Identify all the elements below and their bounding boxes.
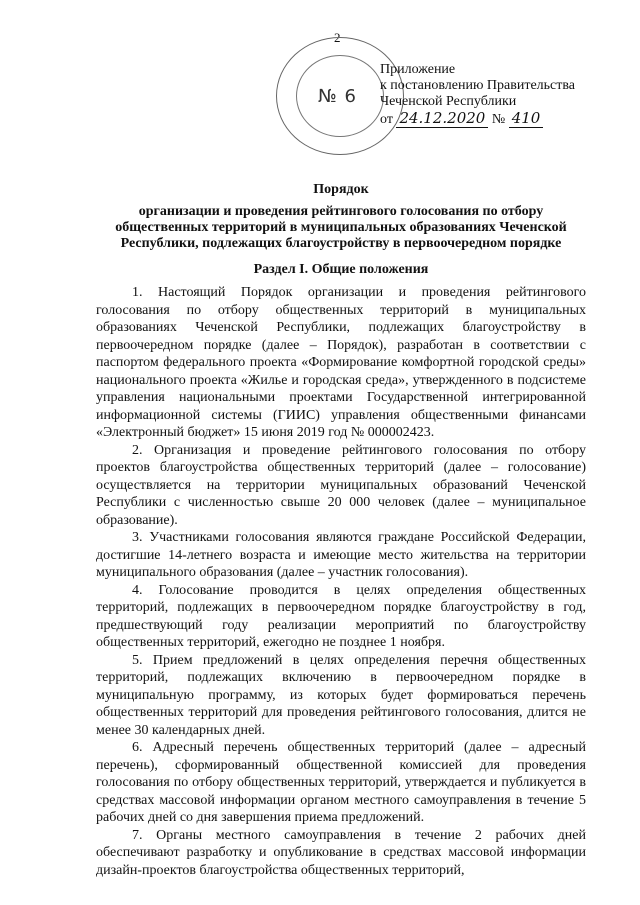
number-prefix: №: [491, 112, 506, 127]
appendix-resolution-line: к постановлению Правительства: [380, 78, 576, 93]
paragraph-7: 7. Органы местного самоуправления в течение 2 рабочих дней обеспечивают разработку и опубликование в средствах массовой информации дизайн-проектов благоустройства общественных территорий,: [96, 827, 586, 878]
paragraph-1: 1. Настоящий Порядок организации и проведения рейтингового голосования по отбору общественных территорий в муниципальных образованиях Чеченской Республики, подлежащих благоустройству в первоочередном порядке (далее – Порядок), разработан в соответствии с паспортом федерального проекта «Формирование комфортной городской среды» национального проекта «Жилье и городская среда», утвержденного в подсистеме управления национальными проектами Государственной интегрированной информационной системы (ГИИС) управления общественными финансами «Электронный бюджет» 15 июня 2019 год № 000002423.: [96, 285, 586, 440]
paragraph-3: 3. Участниками голосования являются граждане Российской Федерации, достигшие 14-летнего возраста и имеющие место жительства на территории муниципального образования (далее – участник голосования).: [96, 530, 586, 580]
page-number: 2: [334, 30, 341, 45]
registration-stamp-number: № 6: [318, 86, 357, 107]
paragraph-4: 4. Голосование проводится в целях определения общественных территорий, подлежащих в первоочередном порядке благоустройству в год, предшествующий году реализации мероприятий по благоустройству общественных территорий, ежегодно не позднее 1 ноября.: [96, 582, 586, 650]
document-subtitle: организации и проведения рейтингового голосования по отбору общественных территорий в муниципальных образованиях Чеченской Республики, подлежащих благоустройству в первоочередном порядке: [115, 204, 567, 251]
handwritten-number: 410: [509, 109, 544, 128]
appendix-date-line: [380, 110, 575, 128]
document-body: [96, 284, 586, 879]
appendix-label: Приложение: [380, 62, 456, 77]
handwritten-date: 24.12.2020: [396, 109, 488, 128]
paragraph-5: 5. Прием предложений в целях определения перечня общественных территорий, подлежащих включению в первоочередном порядке в муниципальную программу, из которых будет формироваться перечень общественных территорий для проведения рейтингового голосования, длится не менее 30 календарных дней.: [96, 652, 586, 738]
document-title: Порядок: [313, 182, 369, 197]
date-prefix: от: [380, 112, 393, 127]
paragraph-6: 6. Адресный перечень общественных территорий (далее – адресный перечень), сформированный общественной комиссией для проведения голосования по отбору общественных территорий, утверждается и публикуется в средствах массовой информации органом местного самоуправления в течение 5 рабочих дней со дня завершения приема предложений.: [96, 740, 586, 825]
appendix-block: [380, 62, 575, 128]
paragraph-2: 2. Организация и проведение рейтингового голосования по отбору проектов благоустройства общественных территорий (далее – голосование) осуществляется на территории муниципальных образований Чеченской Республики с численностью свыше 20 000 человек (далее – муниципальное образование).: [96, 442, 586, 528]
appendix-republic-line: Чеченской Республики: [380, 94, 517, 109]
section-title: Раздел I. Общие положения: [253, 262, 429, 277]
